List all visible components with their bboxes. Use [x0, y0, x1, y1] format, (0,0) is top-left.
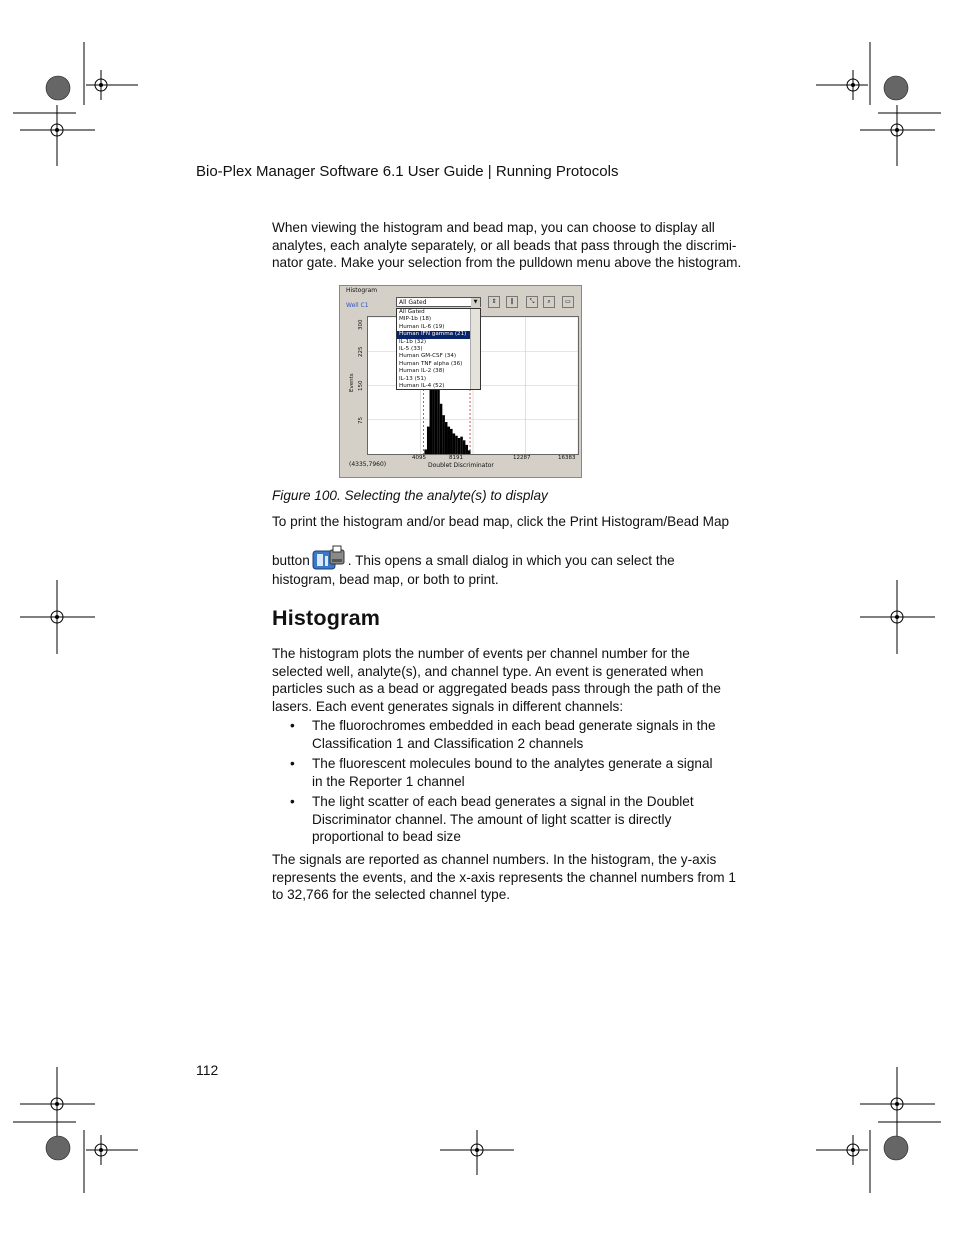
- closing-line: represents the events, and the x-axis represents the channel numbers from 1: [272, 869, 736, 885]
- histogram-line: particles such as a bead or aggregated beads pass through the path of the: [272, 681, 721, 696]
- section-title: Histogram: [272, 606, 381, 630]
- list-item[interactable]: Human IL-6 (19): [399, 323, 445, 330]
- x-tick-label: 4095: [412, 455, 426, 461]
- intro-paragraph: [272, 219, 762, 272]
- list-item: [290, 717, 750, 752]
- list-item[interactable]: All Gated: [399, 309, 425, 315]
- histogram-bar: [463, 440, 466, 454]
- y-tick-label: 150: [358, 380, 364, 391]
- bullet-line: proportional to bead size: [312, 829, 461, 844]
- histogram-bar: [427, 427, 430, 454]
- bullet-icon: •: [290, 718, 295, 733]
- analyte-select[interactable]: [396, 297, 481, 307]
- histogram-line: lasers. Each event generates signals in different channels:: [272, 698, 624, 714]
- histogram-bar: [440, 404, 443, 454]
- list-item[interactable]: Human IL-4 (52): [399, 382, 445, 389]
- print-line: histogram, bead map, or both to print.: [272, 571, 499, 587]
- intro-line: nator gate. Make your selection from the pulldown menu above the histogram.: [272, 255, 742, 270]
- y-tick-label: 300: [358, 319, 364, 330]
- x-tick-label: 12287: [513, 455, 531, 461]
- print-line: To print the histogram and/or bead map, click the Print Histogram/Bead Map: [272, 514, 730, 529]
- bullet-list: [290, 717, 750, 849]
- bullet-line: The fluorochromes embedded in each bead generate signals in the: [312, 718, 716, 733]
- figure-caption: Figure 100. Selecting the analyte(s) to display: [272, 488, 548, 503]
- intro-line: analytes, each analyte separately, or all beads that pass through the discrimi-: [272, 237, 737, 253]
- bullet-line: Discriminator channel. The amount of light scatter is directly: [312, 811, 672, 827]
- print-line-end: . This opens a small dialog in which you can select the: [347, 552, 675, 568]
- y-tick-label: 75: [358, 417, 364, 424]
- bullet-icon: •: [290, 756, 295, 771]
- analyte-list[interactable]: [396, 308, 481, 390]
- running-head: Bio-Plex Manager Software 6.1 User Guide | Running Protocols: [196, 163, 619, 180]
- list-item: [290, 793, 750, 846]
- list-item-selected[interactable]: Human IFN gamma (21): [397, 331, 480, 338]
- closing-line: to 32,766 for the selected channel type.: [272, 887, 511, 902]
- histogram-screenshot: [339, 285, 582, 478]
- axis-toggle-button[interactable]: ⇕: [488, 296, 500, 308]
- x-tick-label: 16383: [558, 455, 576, 461]
- y-tick-label: 225: [358, 346, 364, 357]
- histogram-bar: [465, 445, 468, 454]
- print-line: [272, 545, 762, 571]
- list-item[interactable]: MIP-1b (18): [399, 316, 432, 323]
- histogram-bar: [455, 436, 458, 454]
- list-item[interactable]: IL-1b (32): [399, 338, 427, 345]
- histogram-bar: [442, 415, 445, 454]
- bullet-line: in the Reporter 1 channel: [312, 773, 465, 789]
- intro-line: When viewing the histogram and bead map, you can choose to display all: [272, 220, 715, 235]
- page-number: 112: [196, 1062, 219, 1078]
- gate-tool-button[interactable]: ⤡: [526, 296, 538, 308]
- print-line-start: button: [272, 552, 310, 568]
- histogram-bar: [468, 450, 471, 454]
- list-item[interactable]: Human GM-CSF (34): [399, 353, 457, 360]
- analyte-select-value: All Gated: [399, 299, 427, 306]
- histogram-bar: [445, 422, 448, 454]
- list-scrollbar[interactable]: [470, 309, 480, 389]
- print-paragraph: [272, 513, 762, 588]
- list-item[interactable]: Human TNF alpha (36): [399, 360, 463, 367]
- x-tick-label: 8191: [449, 455, 463, 461]
- histogram-bar: [424, 449, 427, 454]
- histogram-bar: [453, 433, 456, 454]
- bullet-line: Classification 1 and Classification 2 channels: [312, 735, 584, 751]
- closing-paragraph: [272, 851, 762, 904]
- print-histogram-button[interactable]: ▭: [562, 296, 574, 308]
- print-histogram-icon: [312, 545, 346, 571]
- histogram-bar: [460, 437, 463, 454]
- histogram-bar: [437, 386, 440, 455]
- list-item: [290, 755, 750, 790]
- histogram-bar: [447, 427, 450, 454]
- chevron-down-icon[interactable]: ▼: [471, 298, 480, 307]
- list-item[interactable]: Human IL-2 (38): [399, 368, 445, 375]
- list-item[interactable]: IL-13 (51): [399, 375, 427, 382]
- bullet-icon: •: [290, 794, 295, 809]
- group-label: Histogram: [346, 287, 378, 294]
- bar-view-button[interactable]: ‖: [506, 296, 518, 308]
- list-item[interactable]: IL-5 (33): [399, 345, 423, 352]
- coordinate-readout: (4335,7960): [349, 461, 387, 468]
- x-axis-label: Doublet Discriminator: [428, 462, 494, 469]
- histogram-bar: [458, 438, 461, 454]
- zoom-icon[interactable]: ⌕: [543, 296, 555, 308]
- well-label: Well C1: [346, 302, 369, 309]
- bullet-line: The light scatter of each bead generates a signal in the Doublet: [312, 794, 694, 809]
- y-axis-label: Events: [349, 373, 355, 392]
- histogram-bar: [430, 386, 433, 455]
- histogram-line: selected well, analyte(s), and channel type. An event is generated when: [272, 663, 704, 679]
- histogram-line: The histogram plots the number of events per channel number for the: [272, 646, 690, 661]
- histogram-paragraph: [272, 645, 762, 715]
- histogram-bar: [450, 429, 453, 454]
- closing-line: The signals are reported as channel numbers. In the histogram, the y-axis: [272, 852, 717, 867]
- bullet-line: The fluorescent molecules bound to the analytes generate a signal: [312, 756, 713, 771]
